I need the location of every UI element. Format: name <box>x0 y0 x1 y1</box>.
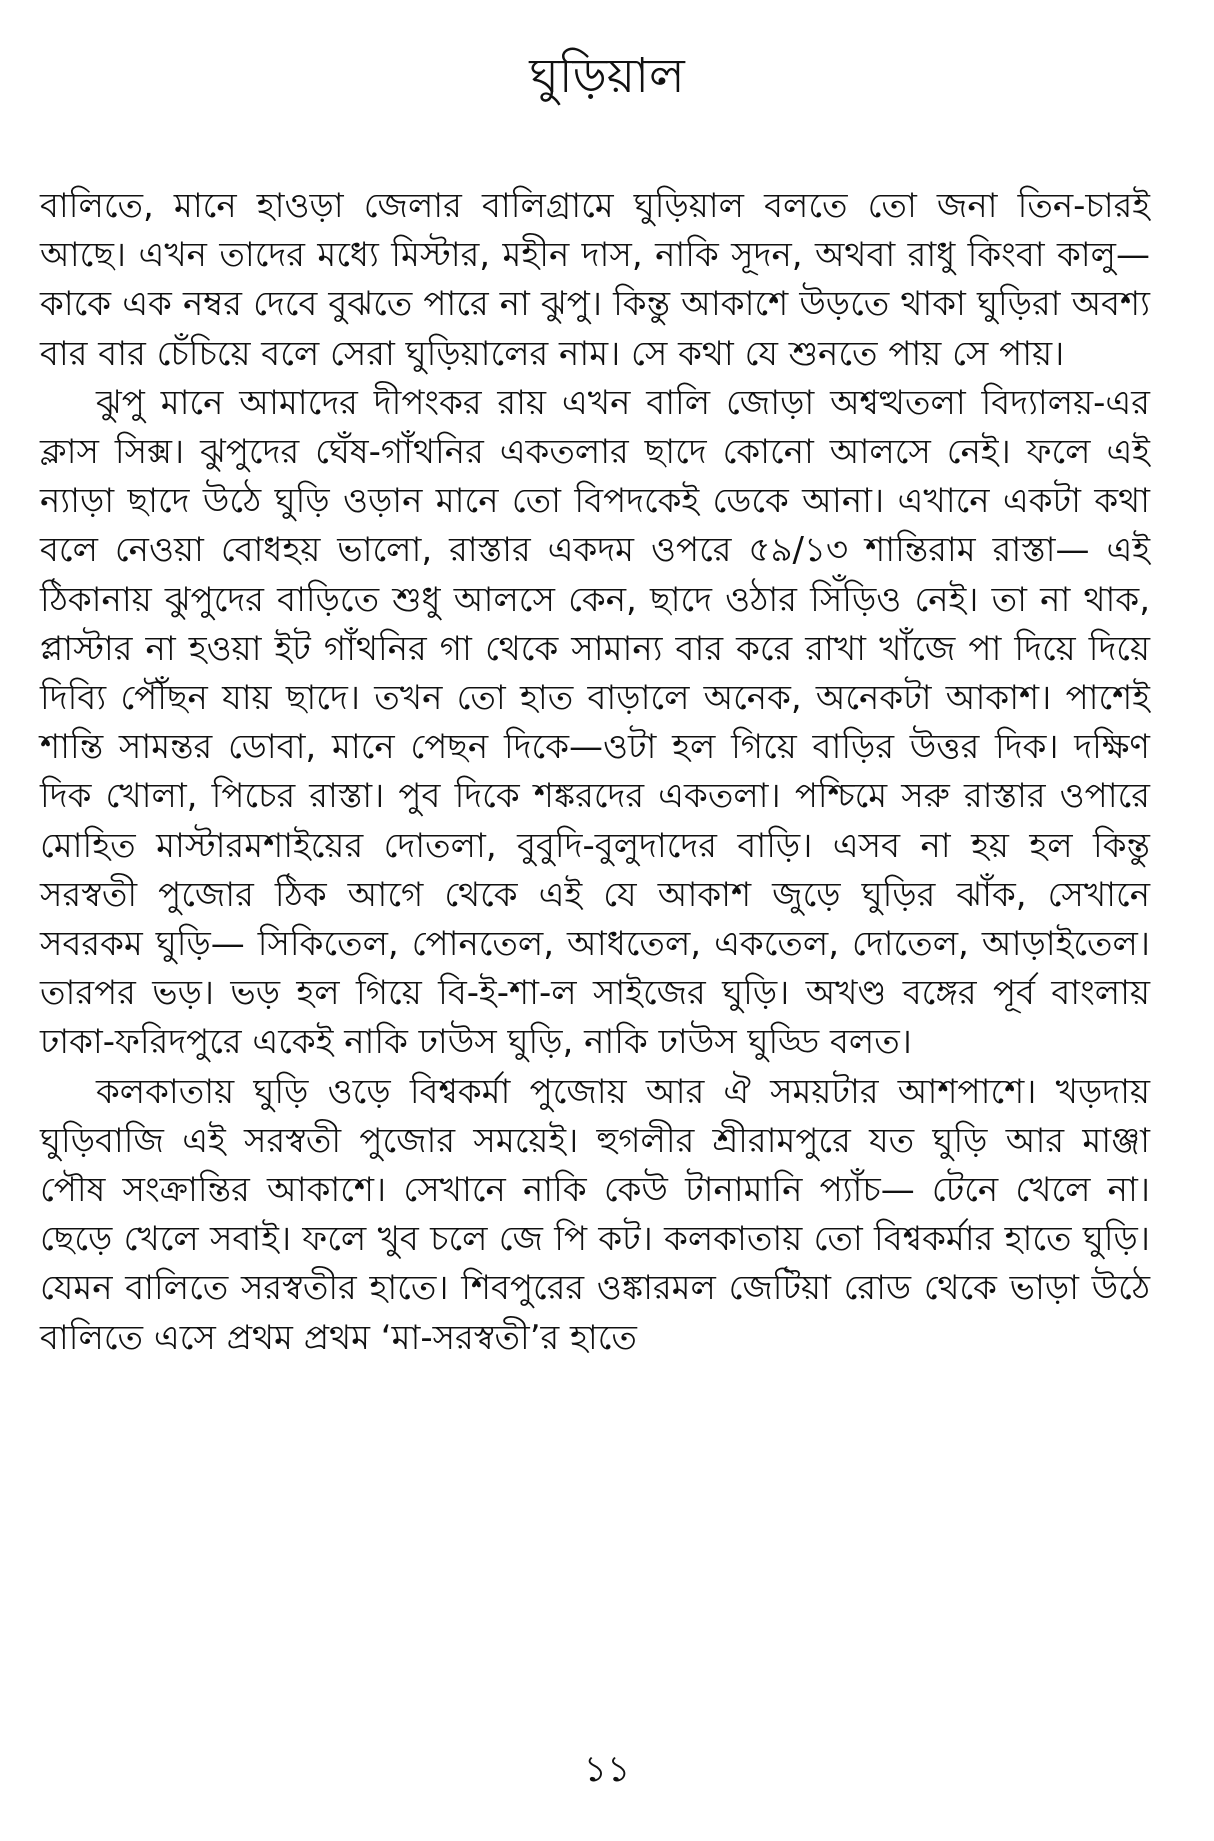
page-number: ১১ <box>583 1749 631 1790</box>
chapter-title: ঘুড়িয়াল <box>529 48 685 104</box>
paragraph-2: ঝুপু মানে আমাদের দীপংকর রায় এখন বালি জোড়া অশ্বত্থতলা বিদ্যালয়-এর ক্লাস সিক্স। ঝুপুদের ঘেঁষ-গাঁথনির একতলার ছাদে কোনো আলসে নেই। ফলে এই ন্যাড়া ছাদে উঠে ঘুড়ি ওড়ান মানে তো বিপদকেই ডেকে আনা। এখানে একটা কথা বলে নেওয়া বোধহয় ভালো, রাস্তার একদম ওপরে ৫৯/১৩ শান্তিরাম রাস্তা— এই ঠিকানায় ঝুপুদের বাড়িতে শুধু আলসে কেন, ছাদে ওঠার সিঁড়িও নেই। তা না থাক, প্লাস্টার না হওয়া ইট গাঁথনির গা থেকে সামান্য বার করে রাখা খাঁজে পা দিয়ে দিয়ে দিব্যি পৌঁছন যায় ছাদে। তখন তো হাত বাড়ালে অনেক, অনেকটা আকাশ। পাশেই শান্তি সামন্তর ডোবা, মানে পেছন দিকে—ওটা হল গিয়ে বাড়ির উত্তর দিক। দক্ষিণ দিক খোলা, পিচের রাস্তা। পুব দিকে শঙ্করদের একতলা। পশ্চিমে সরু রাস্তার ওপারে মোহিত মাস্টারমশাইয়ের দোতলা, বুবুদি-বুলুদাদের বাড়ি। এসব না হয় হল কিন্তু সরস্বতী পুজোর ঠিক আগে থেকে এই যে আকাশ জুড়ে ঘুড়ির ঝাঁক, সেখানে সবরকম ঘুড়ি— সিকিতেল, পোনতেল, আধতেল, একতেল, দোতেল, আড়াইতেল। তারপর ভড়। ভড় হল গিয়ে বি-ই-শা-ল সাইজের ঘুড়ি। অখণ্ড বঙ্গের পূর্ব বাংলায় ঢাকা-ফরিদপুরে একেই নাকি ঢাউস ঘুড়ি, নাকি ঢাউস ঘুড্ডি বলত। <box>40 382 1150 1063</box>
paragraph-1: বালিতে, মানে হাওড়া জেলার বালিগ্রামে ঘুড়িয়াল বলতে তো জনা তিন-চারই আছে। এখন তাদের মধ্যে মিস্টার, মহীন দাস, নাকি সূদন, অথবা রাধু কিংবা কালু— কাকে এক নম্বর দেবে বুঝতে পারে না ঝুপু। কিন্তু আকাশে উড়তে থাকা ঘুড়িরা অবশ্য বার বার চেঁচিয়ে বলে সেরা ঘুড়িয়ালের নাম। সে কথা যে শুনতে পায় সে পায়। <box>40 186 1150 374</box>
paragraph-3: কলকাতায় ঘুড়ি ওড়ে বিশ্বকর্মা পুজোয় আর ঐ সময়টার আশপাশে। খড়দায় ঘুড়িবাজি এই সরস্বতী পুজোর সময়েই। হুগলীর শ্রীরামপুরে যত ঘুড়ি আর মাঞ্জা পৌষ সংক্রান্তির আকাশে। সেখানে নাকি কেউ টানামানি প্যাঁচ— টেনে খেলে না। ছেড়ে খেলে সবাই। ফলে খুব চলে জে পি কট। কলকাতায় তো বিশ্বকর্মার হাতে ঘুড়ি। যেমন বালিতে সরস্বতীর হাতে। শিবপুরের ওঙ্কারমল জেটিয়া রোড থেকে ভাড়া উঠে বালিতে এসে প্রথম প্রথম ‘মা-সরস্বতী’র হাতে <box>40 1071 1150 1358</box>
chapter-body <box>40 182 1150 1363</box>
